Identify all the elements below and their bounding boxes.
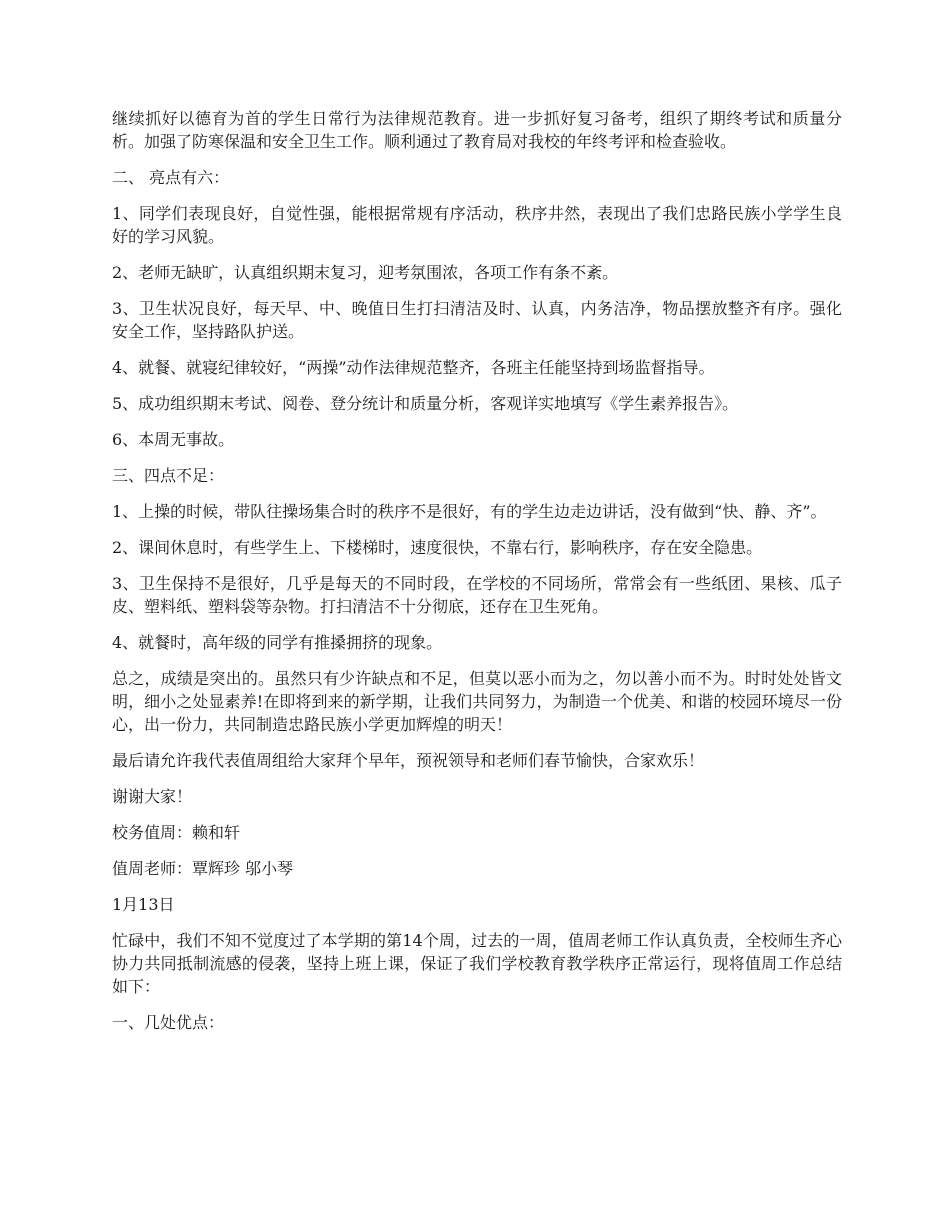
paragraph-moral-education: 继续抓好以德育为首的学生日常行为法律规范教育。进一步抓好复习备考，组织了期终考试和质量分析。加强了防寒保温和安全卫生工作。顺利通过了教育局对我校的年终考评和检查验收。 [112,109,842,151]
heading-highlights: 二、 亮点有六： [112,168,230,187]
shortcoming-item-3: 3、卫生保持不是很好，几乎是每天的不同时段，在学校的不同场所，常常会有一些纸团、果核、瓜子皮、塑料纸、塑料袋等杂物。打扫清洁不十分彻底，还存在卫生死角。 [112,574,842,616]
highlight-item-4: 4、就餐、就寝纪律较好，“两操”动作法律规范整齐，各班主任能坚持到场监督指导。 [112,358,715,377]
paragraph-thanks: 谢谢大家！ [112,787,193,806]
highlight-item-1: 1、同学们表现良好，自觉性强，能根据常规有序活动，秩序井然，表现出了我们忠路民族小学学生良好的学习风貌。 [112,204,842,246]
highlight-item-5: 5、成功组织期末考试、阅卷、登分统计和质量分析，客观详实地填写《学生素养报告》。 [112,394,739,413]
shortcoming-item-1: 1、上操的时候，带队往操场集合时的秩序不是很好，有的学生边走边讲话，没有做到“快、静、齐”。 [112,502,827,521]
shortcoming-item-4: 4、就餐时，高年级的同学有推搡拥挤的现象。 [112,633,443,652]
paragraph-summary: 总之，成绩是突出的。虽然只有少许缺点和不足，但莫以恶小而为之，勿以善小而不为。时时处处皆文明，细小之处显素养!在即将到来的新学期，让我们共同努力，为制造一个优美、和谐的校园环境尽一份心，出一份力，共同制造忠路民族小学更加辉煌的明天！ [112,669,842,734]
signature-duty-teachers: 值周老师：覃辉珍 邬小琴 [112,859,294,878]
document-body [112,107,842,1047]
heading-strengths: 一、几处优点： [112,1013,225,1032]
highlight-item-3: 3、卫生状况良好，每天早、中、晚值日生打扫清洁及时、认真，内务洁净，物品摆放整齐有序。强化安全工作，坚持路队护送。 [112,299,842,341]
signature-school-duty: 校务值周：赖和轩 [112,823,241,842]
shortcoming-item-2: 2、课间休息时，有些学生上、下楼梯时，速度很快，不靠右行，影响秩序，存在安全隐患。 [112,538,763,557]
date-line: 1月13日 [112,895,175,914]
heading-shortcomings: 三、四点不足： [112,466,225,485]
highlight-item-6: 6、本周无事故。 [112,430,235,449]
paragraph-week-14-intro: 忙碌中，我们不知不觉度过了本学期的第14个周，过去的一周，值周老师工作认真负责，全校师生齐心协力共同抵制流感的侵袭，坚持上班上课，保证了我们学校教育教学秩序正常运行，现将值周工作总结如下： [112,931,842,996]
highlight-item-2: 2、老师无缺旷，认真组织期末复习，迎考氛围浓，各项工作有条不紊。 [112,263,619,282]
paragraph-new-year-greeting: 最后请允许我代表值周组给大家拜个早年，预祝领导和老师们春节愉快，合家欢乐！ [112,751,705,770]
